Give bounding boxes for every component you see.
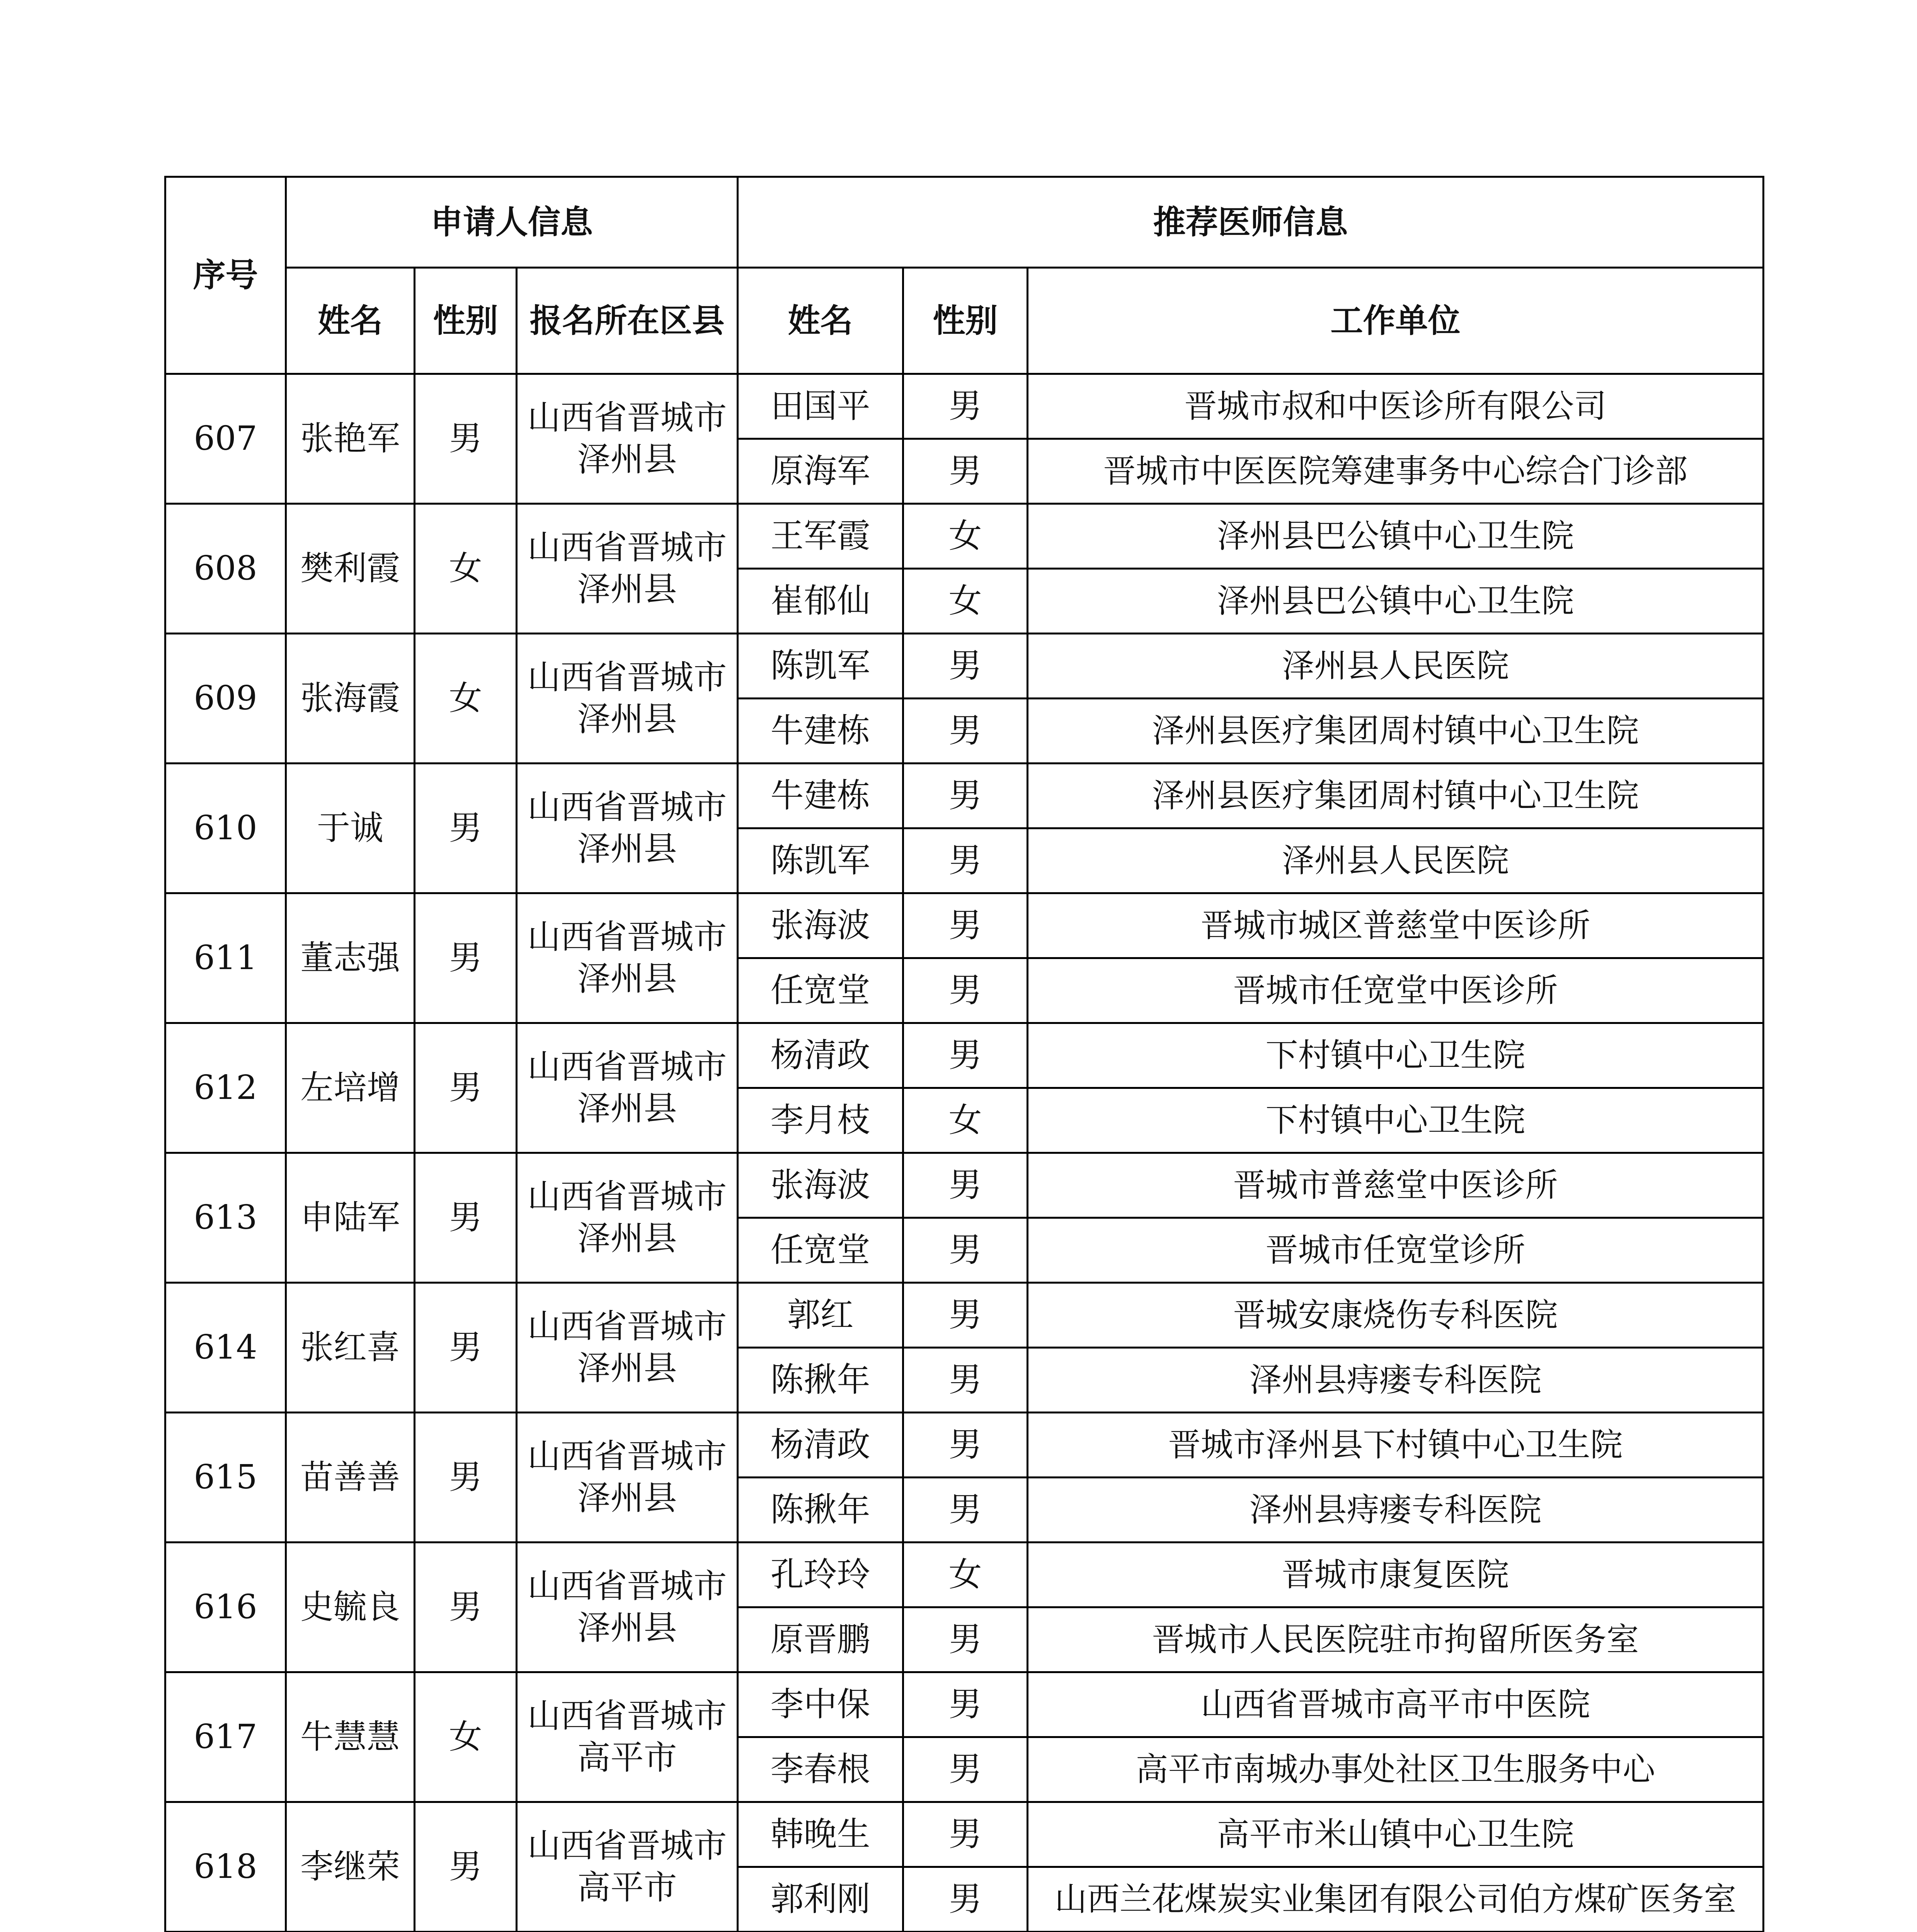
doctor-gender: 男 — [903, 764, 1028, 828]
applicant-name: 史毓良 — [286, 1543, 415, 1672]
applicant-name: 张红喜 — [286, 1283, 415, 1413]
applicant-seq: 614 — [165, 1283, 286, 1413]
doctor-gender: 男 — [903, 1153, 1028, 1218]
table-row — [165, 1802, 1764, 1867]
doctor-gender: 男 — [903, 893, 1028, 958]
table-row — [165, 1023, 1764, 1088]
applicant-gender: 男 — [415, 1283, 517, 1413]
doctor-name: 牛建栋 — [738, 699, 903, 764]
doctor-unit: 泽州县巴公镇中心卫生院 — [1028, 504, 1764, 569]
doctor-gender: 女 — [903, 1543, 1028, 1607]
applicant-name: 苗善善 — [286, 1413, 415, 1543]
applicant-name: 张艳军 — [286, 374, 415, 504]
doctor-name: 陈揪年 — [738, 1348, 903, 1413]
doctor-unit: 下村镇中心卫生院 — [1028, 1088, 1764, 1153]
header-doctor-gender: 性别 — [903, 268, 1028, 374]
applicant-seq: 610 — [165, 764, 286, 893]
doctor-gender: 男 — [903, 1867, 1028, 1932]
roster-table — [164, 176, 1764, 1932]
doctor-name: 崔郁仙 — [738, 569, 903, 634]
doctor-name: 陈凯军 — [738, 634, 903, 699]
applicant-name: 申陆军 — [286, 1153, 415, 1283]
applicant-district: 山西省晋城市泽州县 — [517, 1413, 738, 1543]
applicant-seq: 611 — [165, 893, 286, 1023]
applicant-seq: 608 — [165, 504, 286, 634]
doctor-name: 杨清政 — [738, 1413, 903, 1478]
applicant-gender: 女 — [415, 1672, 517, 1802]
doctor-unit: 晋城市叔和中医诊所有限公司 — [1028, 374, 1764, 439]
doctor-name: 王军霞 — [738, 504, 903, 569]
applicant-district: 山西省晋城市泽州县 — [517, 504, 738, 634]
doctor-name: 原晋鹏 — [738, 1607, 903, 1672]
table-row — [165, 1283, 1764, 1348]
applicant-name: 樊利霞 — [286, 504, 415, 634]
doctor-name: 韩晚生 — [738, 1802, 903, 1867]
doctor-unit: 泽州县痔瘘专科医院 — [1028, 1478, 1764, 1543]
doctor-name: 杨清政 — [738, 1023, 903, 1088]
doctor-unit: 山西兰花煤炭实业集团有限公司伯方煤矿医务室 — [1028, 1867, 1764, 1932]
doctor-gender: 男 — [903, 1672, 1028, 1737]
doctor-name: 任宽堂 — [738, 958, 903, 1023]
doctor-unit: 泽州县人民医院 — [1028, 828, 1764, 893]
doctor-gender: 男 — [903, 439, 1028, 504]
table-row — [165, 504, 1764, 569]
doctor-unit: 高平市米山镇中心卫生院 — [1028, 1802, 1764, 1867]
doctor-unit: 晋城市任宽堂诊所 — [1028, 1218, 1764, 1283]
applicant-gender: 男 — [415, 764, 517, 893]
doctor-name: 陈凯军 — [738, 828, 903, 893]
applicant-district: 山西省晋城市泽州县 — [517, 1283, 738, 1413]
doctor-gender: 男 — [903, 1283, 1028, 1348]
table-row — [165, 1413, 1764, 1478]
doctor-unit: 晋城市普慈堂中医诊所 — [1028, 1153, 1764, 1218]
applicant-seq: 615 — [165, 1413, 286, 1543]
doctor-name: 任宽堂 — [738, 1218, 903, 1283]
applicant-name: 李继荣 — [286, 1802, 415, 1932]
doctor-name: 郭利刚 — [738, 1867, 903, 1932]
roster-body — [165, 374, 1764, 1932]
applicant-name: 于诚 — [286, 764, 415, 893]
header-applicant-group: 申请人信息 — [286, 177, 738, 268]
doctor-name: 原海军 — [738, 439, 903, 504]
header-applicant-name: 姓名 — [286, 268, 415, 374]
doctor-name: 陈揪年 — [738, 1478, 903, 1543]
doctor-unit: 泽州县医疗集团周村镇中心卫生院 — [1028, 764, 1764, 828]
applicant-gender: 男 — [415, 1802, 517, 1932]
doctor-name: 郭红 — [738, 1283, 903, 1348]
doctor-gender: 男 — [903, 699, 1028, 764]
doctor-unit: 晋城安康烧伤专科医院 — [1028, 1283, 1764, 1348]
applicant-district: 山西省晋城市泽州县 — [517, 1023, 738, 1153]
doctor-unit: 晋城市康复医院 — [1028, 1543, 1764, 1607]
doctor-gender: 女 — [903, 1088, 1028, 1153]
applicant-gender: 男 — [415, 1153, 517, 1283]
applicant-gender: 女 — [415, 634, 517, 764]
header-doctor-unit: 工作单位 — [1028, 268, 1764, 374]
doctor-gender: 女 — [903, 569, 1028, 634]
doctor-gender: 女 — [903, 504, 1028, 569]
applicant-seq: 618 — [165, 1802, 286, 1932]
applicant-seq: 616 — [165, 1543, 286, 1672]
doctor-gender: 男 — [903, 958, 1028, 1023]
applicant-district: 山西省晋城市泽州县 — [517, 1153, 738, 1283]
header-doctor-name: 姓名 — [738, 268, 903, 374]
doctor-gender: 男 — [903, 634, 1028, 699]
doctor-gender: 男 — [903, 1218, 1028, 1283]
applicant-seq: 613 — [165, 1153, 286, 1283]
doctor-gender: 男 — [903, 1802, 1028, 1867]
doctor-unit: 晋城市中医医院筹建事务中心综合门诊部 — [1028, 439, 1764, 504]
doctor-gender: 男 — [903, 1413, 1028, 1478]
table-row — [165, 374, 1764, 439]
doctor-unit: 晋城市任宽堂中医诊所 — [1028, 958, 1764, 1023]
applicant-gender: 男 — [415, 374, 517, 504]
table-row — [165, 893, 1764, 958]
doctor-name: 李中保 — [738, 1672, 903, 1737]
applicant-gender: 男 — [415, 893, 517, 1023]
applicant-name: 左培增 — [286, 1023, 415, 1153]
header-seq: 序号 — [165, 177, 286, 374]
applicant-gender: 男 — [415, 1543, 517, 1672]
doctor-unit: 晋城市城区普慈堂中医诊所 — [1028, 893, 1764, 958]
doctor-gender: 男 — [903, 1737, 1028, 1802]
table-row — [165, 634, 1764, 699]
applicant-district: 山西省晋城市泽州县 — [517, 634, 738, 764]
applicant-seq: 609 — [165, 634, 286, 764]
doctor-gender: 男 — [903, 1478, 1028, 1543]
header-applicant-gender: 性别 — [415, 268, 517, 374]
table-row — [165, 1543, 1764, 1607]
doctor-name: 张海波 — [738, 893, 903, 958]
applicant-gender: 女 — [415, 504, 517, 634]
doctor-unit: 泽州县痔瘘专科医院 — [1028, 1348, 1764, 1413]
doctor-unit: 山西省晋城市高平市中医院 — [1028, 1672, 1764, 1737]
doctor-unit: 泽州县医疗集团周村镇中心卫生院 — [1028, 699, 1764, 764]
header-doctor-group: 推荐医师信息 — [738, 177, 1764, 268]
applicant-district: 山西省晋城市泽州县 — [517, 374, 738, 504]
applicant-gender: 男 — [415, 1023, 517, 1153]
applicant-seq: 607 — [165, 374, 286, 504]
doctor-gender: 男 — [903, 1348, 1028, 1413]
applicant-district: 山西省晋城市泽州县 — [517, 893, 738, 1023]
applicant-district: 山西省晋城市泽州县 — [517, 1543, 738, 1672]
doctor-name: 张海波 — [738, 1153, 903, 1218]
applicant-name: 牛慧慧 — [286, 1672, 415, 1802]
doctor-gender: 男 — [903, 1023, 1028, 1088]
applicant-name: 董志强 — [286, 893, 415, 1023]
doctor-name: 田国平 — [738, 374, 903, 439]
table-row — [165, 1672, 1764, 1737]
doctor-name: 李月枝 — [738, 1088, 903, 1153]
doctor-unit: 下村镇中心卫生院 — [1028, 1023, 1764, 1088]
doctor-unit: 晋城市泽州县下村镇中心卫生院 — [1028, 1413, 1764, 1478]
applicant-district: 山西省晋城市高平市 — [517, 1802, 738, 1932]
applicant-district: 山西省晋城市高平市 — [517, 1672, 738, 1802]
doctor-name: 牛建栋 — [738, 764, 903, 828]
doctor-name: 孔玲玲 — [738, 1543, 903, 1607]
header-applicant-district: 报名所在区县 — [517, 268, 738, 374]
doctor-gender: 男 — [903, 374, 1028, 439]
applicant-seq: 617 — [165, 1672, 286, 1802]
table-row — [165, 1153, 1764, 1218]
doctor-name: 李春根 — [738, 1737, 903, 1802]
doctor-unit: 晋城市人民医院驻市拘留所医务室 — [1028, 1607, 1764, 1672]
doctor-unit: 泽州县人民医院 — [1028, 634, 1764, 699]
table-row — [165, 764, 1764, 828]
doctor-gender: 男 — [903, 1607, 1028, 1672]
applicant-gender: 男 — [415, 1413, 517, 1543]
doctor-gender: 男 — [903, 828, 1028, 893]
doctor-unit: 泽州县巴公镇中心卫生院 — [1028, 569, 1764, 634]
applicant-name: 张海霞 — [286, 634, 415, 764]
applicant-district: 山西省晋城市泽州县 — [517, 764, 738, 893]
applicant-seq: 612 — [165, 1023, 286, 1153]
doctor-unit: 高平市南城办事处社区卫生服务中心 — [1028, 1737, 1764, 1802]
